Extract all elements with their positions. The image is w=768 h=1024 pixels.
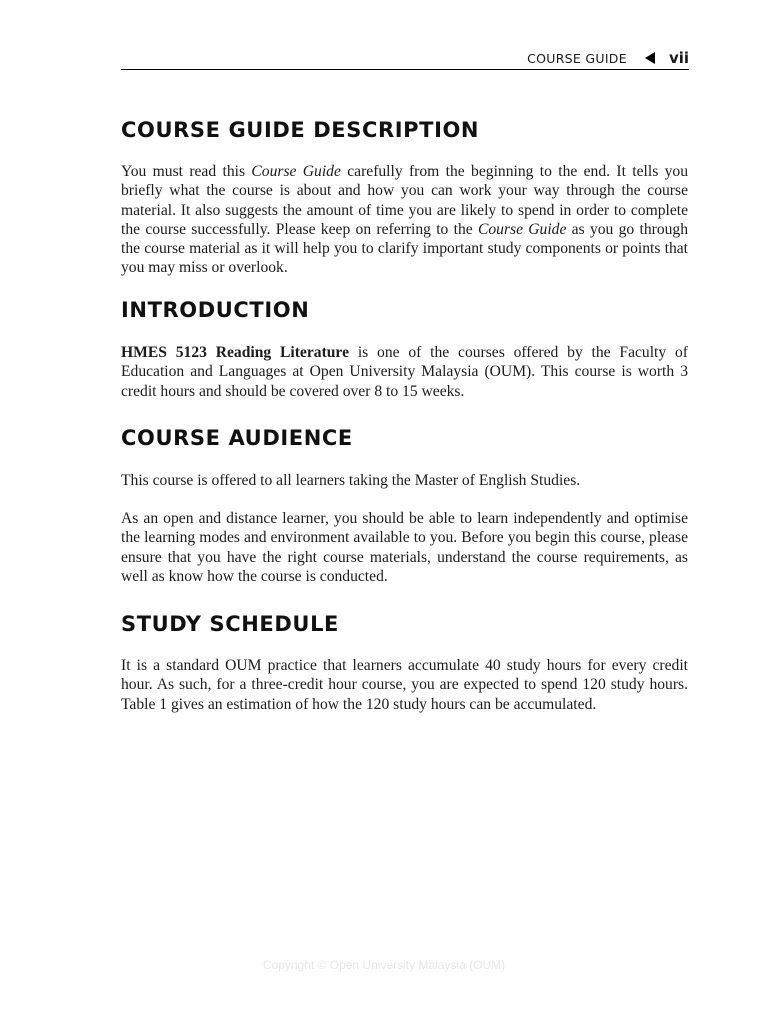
running-header-title: COURSE GUIDE [527,50,627,66]
running-header [121,48,689,68]
heading-course-audience: COURSE AUDIENCE [121,426,353,450]
italic-course-guide: Course Guide [251,163,341,180]
text-run: You must read this [121,163,252,180]
heading-study-schedule: STUDY SCHEDULE [121,612,339,636]
text-run: carefully from the beginning to the end. It tells you briefly what the course is about and how you can work your way through the course material. It also suggests the amount of time you are likely to spend in order to complete the course successfully. Please keep on referring to the [121,163,688,238]
text-run: as you go through the course material as it will help you to clarify important study components or points that you may miss or overlook. [121,220,689,277]
page-number: vii [668,49,689,67]
heading-course-guide-description: COURSE GUIDE DESCRIPTION [121,118,480,142]
paragraph-audience-1: This course is offered to all learners taking the Master of English Studies. [121,472,581,489]
course-name: HMES 5123 Reading Literature [121,344,349,361]
left-triangle-icon [645,52,655,64]
paragraph-description [121,162,688,278]
heading-introduction: INTRODUCTION [121,298,310,322]
header-divider [121,69,689,70]
paragraph-audience-2: As an open and distance learner, you should be able to learn independently and optimise the learning modes and environment available to you. Before you begin this course, please ensure that you have the right course materials, understand the course requirements, as well as know how the course is conducted. [121,510,688,585]
italic-course-guide: Course Guide [477,220,567,238]
copyright-footer: Copyright © Open University Malaysia (OUM) [262,958,506,972]
paragraph-schedule: It is a standard OUM practice that learners accumulate 40 study hours for every credit hour. As such, for a three-credit hour course, you are expected to spend 120 study hours. Table 1 gives an estimation of how the 120 study hours can be accumulated. [121,657,688,713]
paragraph-introduction [121,343,688,401]
text-run: is one of the courses offered by the Faculty of Education and Languages at Open University Malaysia (OUM). This course is worth 3 credit hours and should be covered over 8 to 15 weeks. [121,344,688,400]
